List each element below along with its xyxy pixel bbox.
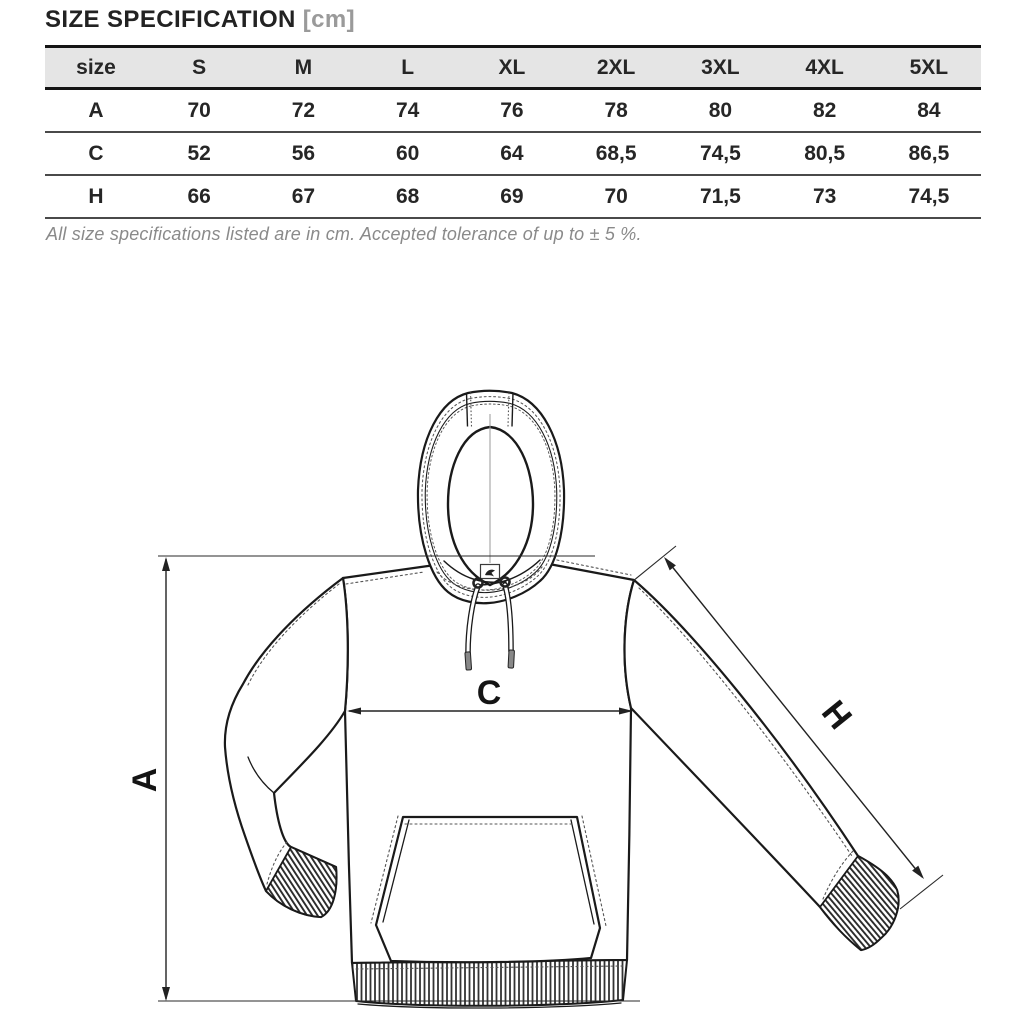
- size-value-cell: 74: [395, 98, 420, 122]
- size-value-cell: 68,5: [595, 141, 637, 165]
- col-header-xl: XL: [460, 47, 564, 89]
- size-value-cell: 76: [500, 98, 524, 122]
- size-value-cell: 74,5: [699, 141, 741, 165]
- right-sleeve: [625, 580, 899, 950]
- col-header-s: S: [147, 47, 251, 89]
- tolerance-footnote: All size specifications listed are in cm. Accepted tolerance of up to ± 5 %.: [46, 224, 642, 244]
- size-value-cell: 78: [604, 98, 628, 122]
- left-sleeve: [225, 578, 348, 917]
- page-title-text: SIZE SPECIFICATION: [45, 6, 296, 33]
- row-label: H: [88, 184, 104, 208]
- col-header-3xl: 3XL: [668, 47, 772, 89]
- size-value-cell: 84: [917, 98, 941, 122]
- size-value-cell: 60: [395, 141, 420, 165]
- size-value-cell: 74,5: [908, 184, 950, 208]
- col-header-2xl: 2XL: [564, 47, 668, 89]
- dimension-a-label: A: [126, 767, 164, 793]
- row-label: A: [88, 98, 104, 122]
- size-value-cell: 80: [708, 98, 733, 122]
- col-header-size: size: [45, 47, 147, 89]
- size-value-cell: 56: [291, 141, 316, 165]
- size-value-cell: 71,5: [699, 184, 741, 208]
- size-value-cell: 70: [604, 184, 628, 208]
- size-value-cell: 64: [500, 141, 524, 165]
- size-value-cell: 73: [812, 184, 837, 208]
- size-value-cell: 67: [291, 184, 316, 208]
- size-value-cell: 70: [187, 98, 211, 122]
- size-value-cell: 66: [187, 184, 211, 208]
- neck-label: [481, 565, 500, 579]
- size-value-cell: 72: [291, 98, 316, 122]
- page-title-unit: [cm]: [302, 6, 356, 33]
- size-value-cell: 80,5: [804, 141, 846, 165]
- size-value-cell: 86,5: [908, 141, 950, 165]
- size-value-cell: 69: [500, 184, 524, 208]
- dimension-h-label: H: [814, 693, 860, 737]
- row-label: C: [88, 141, 104, 165]
- size-value-cell: 68: [395, 184, 420, 208]
- col-header-5xl: 5XL: [877, 47, 981, 89]
- col-header-m: M: [251, 47, 355, 89]
- size-value-cell: 82: [812, 98, 837, 122]
- right-aglet: [508, 650, 514, 668]
- dimension-c-label: C: [476, 674, 502, 712]
- left-aglet: [465, 652, 472, 670]
- col-header-l: L: [356, 47, 460, 89]
- col-header-4xl: 4XL: [773, 47, 877, 89]
- size-value-cell: 52: [187, 141, 211, 165]
- kangaroo-pocket: [371, 816, 606, 962]
